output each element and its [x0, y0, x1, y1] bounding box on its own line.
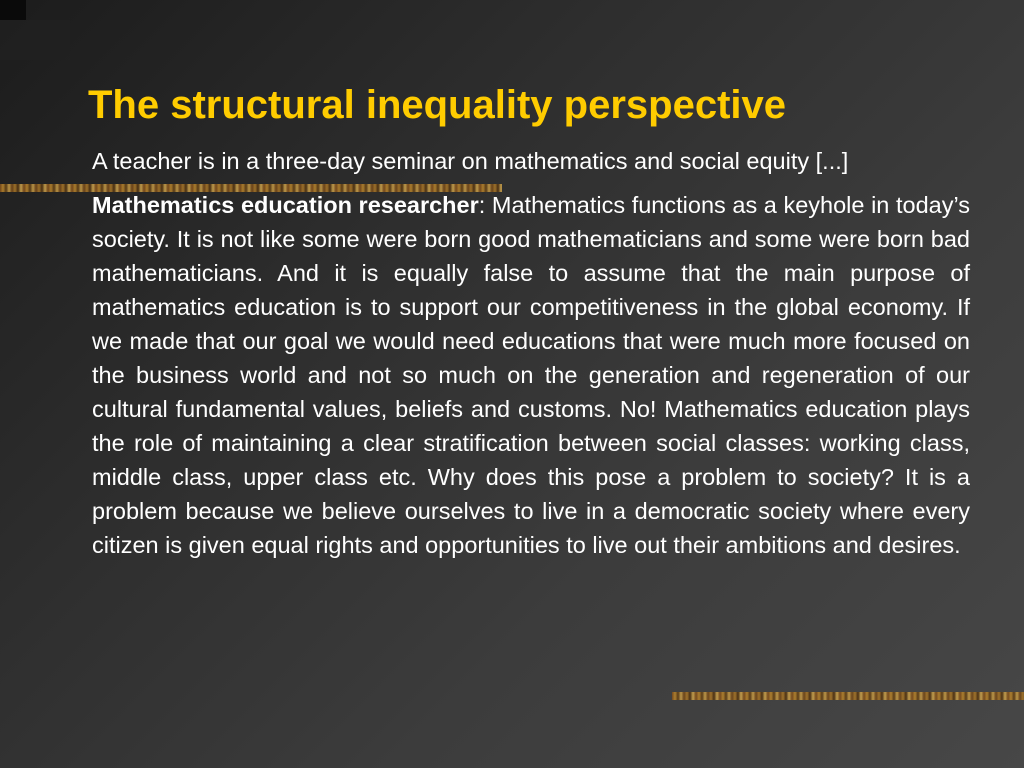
corner-shade-decoration — [0, 20, 70, 60]
quote-text: : Mathematics functions as a keyhole in today’s society. It is not like some were born good mathematicians and some were born bad mathematicians. And it is equally false to assume that the main purpose of mathematics education is to support our competitiveness in the global economy. If we made that our goal we would need educations that were much more focused on the business world and not so much on the generation and regeneration of our cultural fundamental values, beliefs and customs. No! Mathematics education plays the role of maintaining a clear stratification between social classes: working class, middle class, upper class etc. Why does this pose a problem to society? It is a problem because we believe ourselves to live in a democratic society where every citizen is given equal rights and opportunities to live out their ambitions and desires. — [92, 192, 970, 558]
bottom-decorative-bar — [672, 692, 1024, 700]
slide-body — [92, 144, 970, 562]
quote-paragraph — [92, 188, 970, 562]
speaker-label: Mathematics education researcher — [92, 192, 479, 218]
intro-text: A teacher is in a three-day seminar on mathematics and social equity [...] — [92, 148, 849, 174]
corner-decoration — [0, 0, 26, 20]
slide-title: The structural inequality perspective — [88, 83, 786, 127]
